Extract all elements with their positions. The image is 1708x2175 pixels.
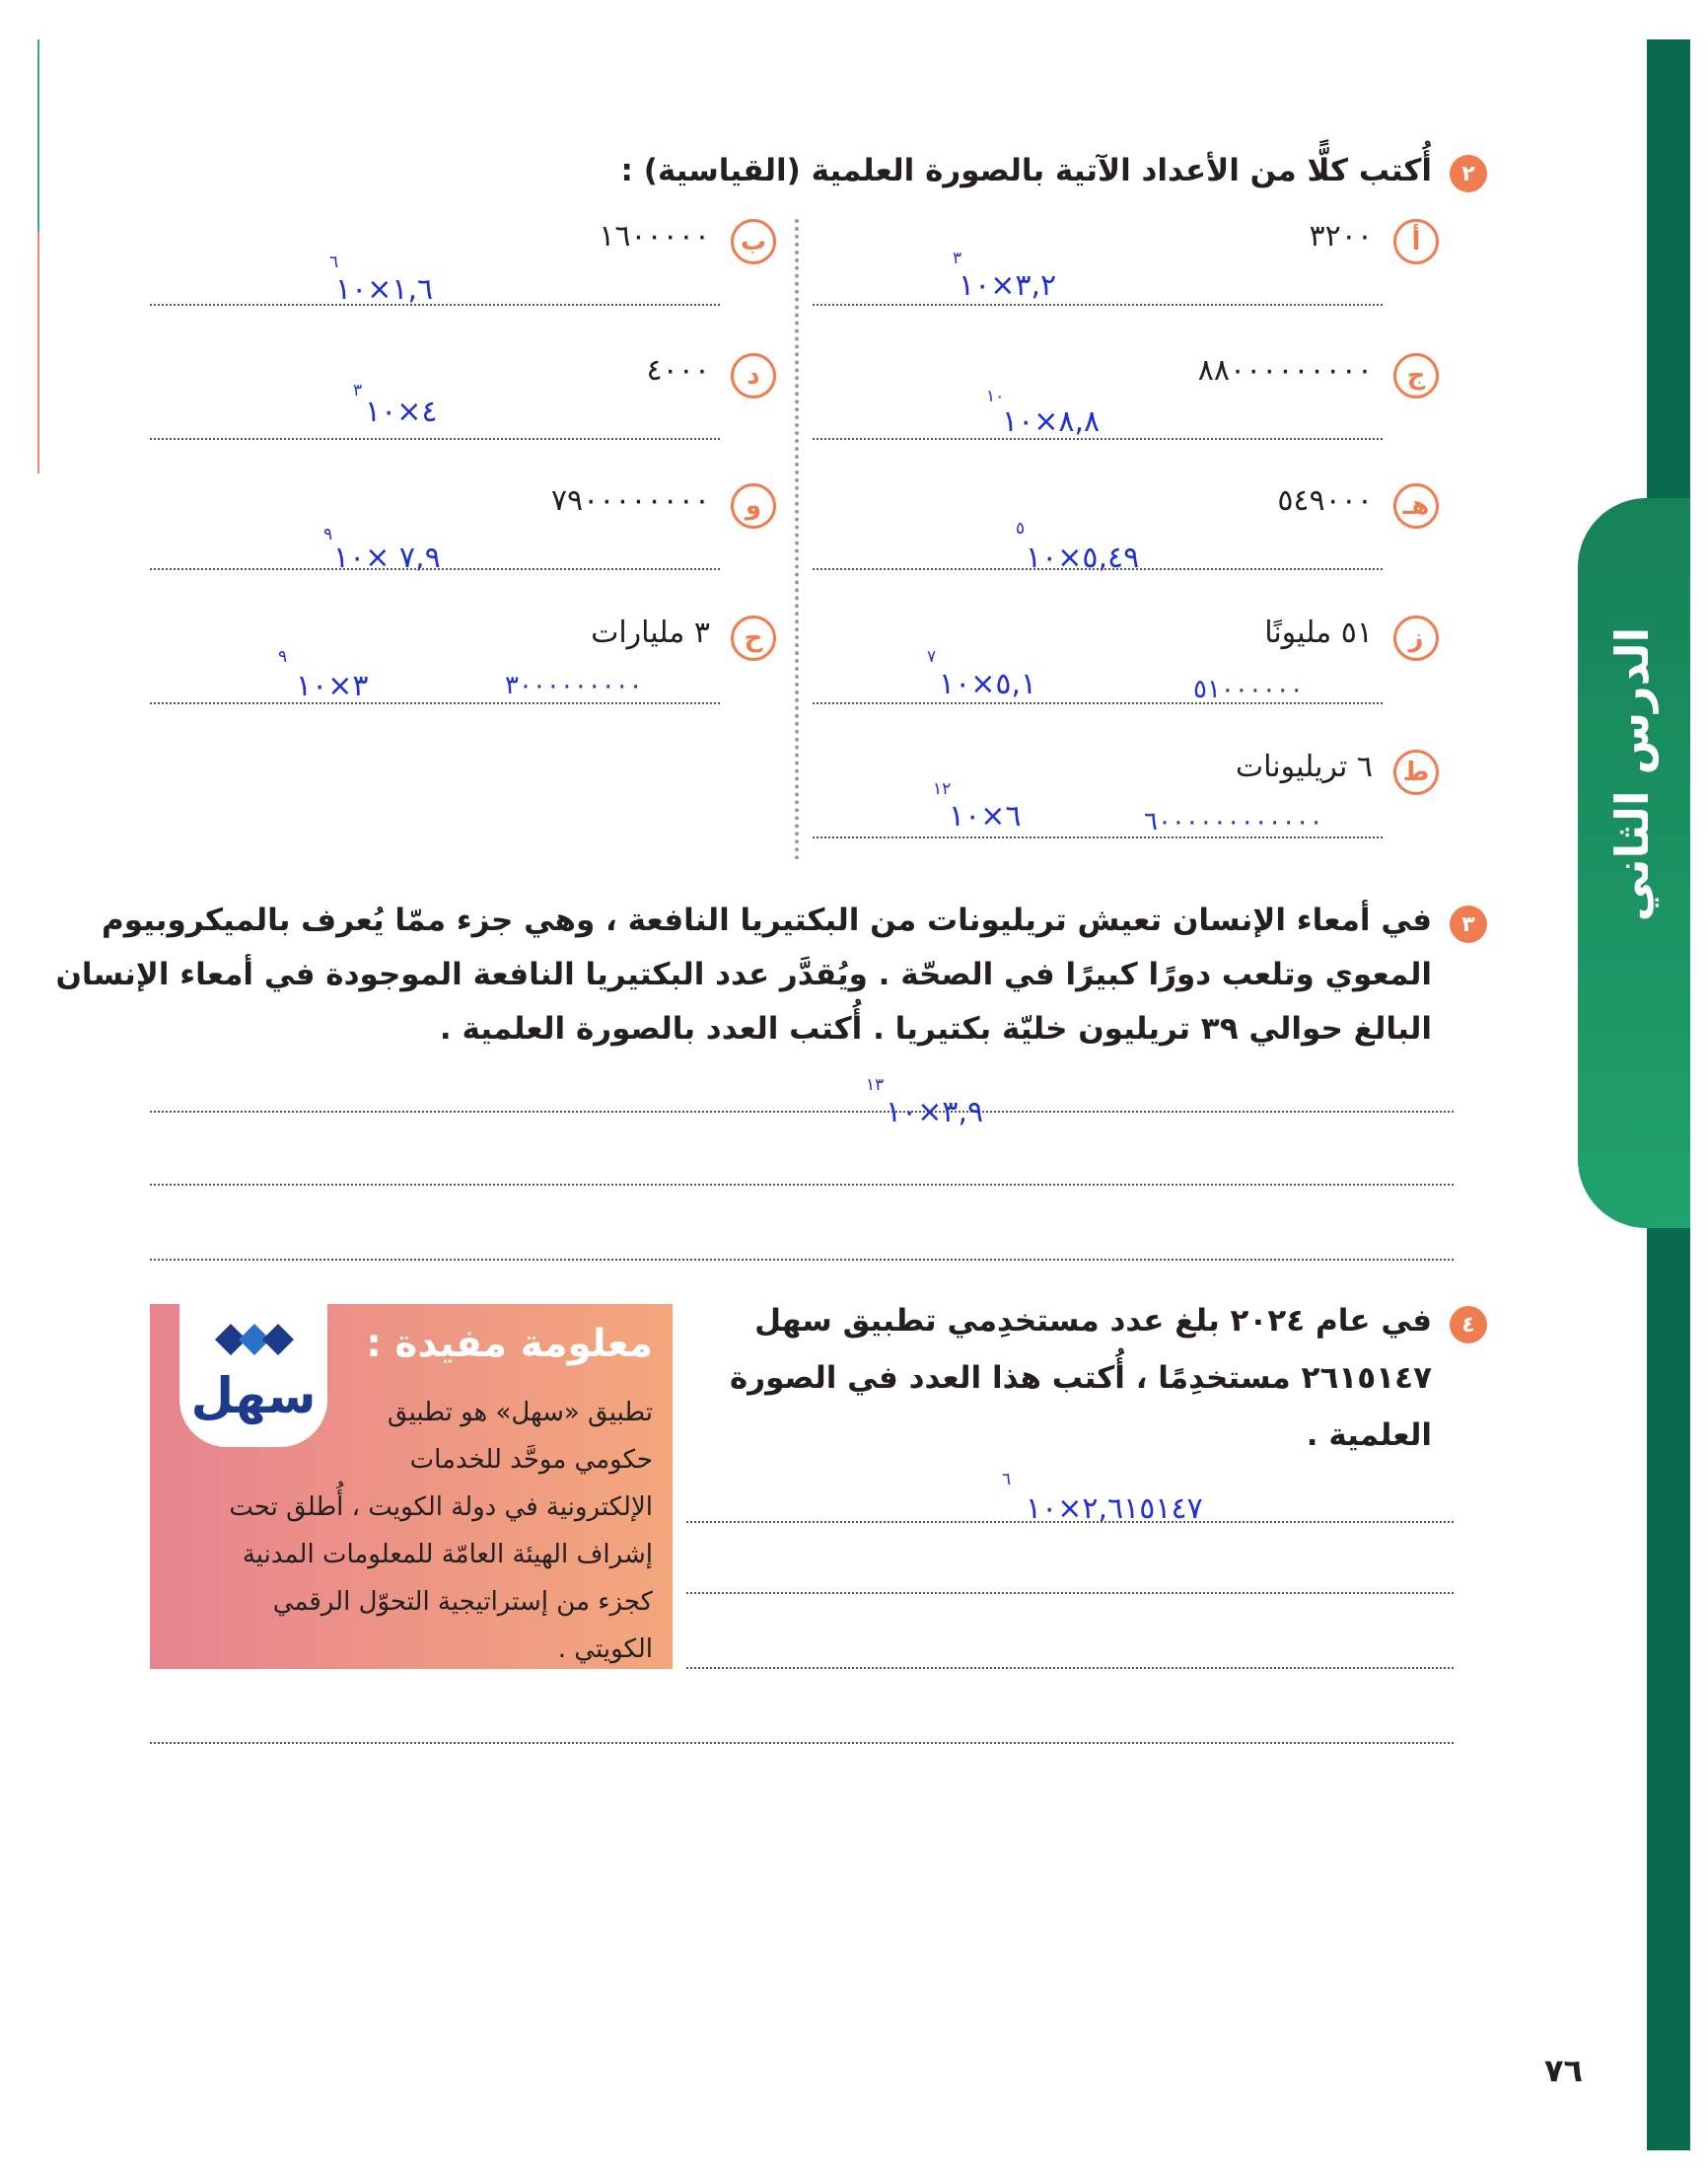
info-title: معلومة مفيدة : xyxy=(366,1322,653,1366)
item-value-alef: ٣٢٠٠ xyxy=(1309,219,1373,254)
sahel-logo-word: سهل xyxy=(190,1367,317,1424)
answer-line-ta[interactable] xyxy=(813,836,1383,838)
q3-answer: ٣,٩×١٠ xyxy=(886,1095,984,1129)
item-value-ba: ١٦٠٠٠٠٠ xyxy=(599,219,710,254)
helper-ha2: ٣٠٠٠٠٠٠٠٠٠ xyxy=(505,671,643,700)
sahel-logo xyxy=(179,1304,327,1447)
answer-exp-zay: ٧ xyxy=(927,647,937,667)
answer-exp-jim: ١٠ xyxy=(986,387,1005,406)
item-letter-waw: و xyxy=(731,483,776,529)
question-3-line-1: في أمعاء الإنسان تعيش تريليونات من البكتيريا النافعة ، وهي جزء ممّا يُعرف بالميكروبيوم xyxy=(102,903,1432,938)
sahel-logo-arrows-icon xyxy=(205,1318,304,1361)
q4-answer-line-3[interactable] xyxy=(686,1667,1454,1669)
column-separator xyxy=(795,219,799,860)
item-value-ta: ٦ تريليونات xyxy=(1235,750,1373,784)
item-letter-ha: هـ xyxy=(1393,483,1439,529)
item-letter-dal: د xyxy=(731,353,776,399)
answer-waw: ٧,٩ ×١٠ xyxy=(333,541,441,575)
answer-line-ha2[interactable] xyxy=(150,702,720,704)
answer-exp-waw: ٩ xyxy=(323,525,333,544)
answer-ta: ٦×١٠ xyxy=(949,799,1022,834)
answer-dal: ٤×١٠ xyxy=(365,395,438,429)
answer-exp-ta: ١٢ xyxy=(933,779,952,799)
question-2-instruction: أُكتب كلًّا من الأعداد الآتية بالصورة العلمية (القياسية) : xyxy=(620,153,1432,188)
question-2-number: ٢ xyxy=(1450,155,1487,192)
helper-ta: ٦٠٠٠٠٠٠٠٠٠٠٠٠ xyxy=(1144,807,1323,836)
question-4-line-2: ٢٦١٥١٤٧ مستخدِمًا ، أُكتب هذا العدد في الصورة xyxy=(729,1360,1432,1396)
item-letter-ba: ب xyxy=(731,219,776,264)
info-line: حكومي موحَّد للخدمات xyxy=(409,1445,653,1475)
info-line: الإلكترونية في دولة الكويت ، أُطلق تحت xyxy=(229,1492,653,1522)
q3-answer-line-1[interactable] xyxy=(150,1111,1454,1113)
question-4-number: ٤ xyxy=(1450,1306,1487,1343)
answer-exp-ba: ٦ xyxy=(329,253,339,272)
answer-ha2: ٣×١٠ xyxy=(296,669,369,703)
q3-answer-exp: ١٣ xyxy=(866,1075,885,1095)
info-line: الكويتي . xyxy=(557,1634,653,1664)
item-letter-zay: ز xyxy=(1393,616,1439,661)
info-line: كجزء من إستراتيجية التحوّل الرقمي xyxy=(272,1587,653,1617)
page-number: ٧٦ xyxy=(1544,2052,1584,2089)
answer-exp-alef: ٣ xyxy=(953,249,962,268)
answer-zay: ٥,١×١٠ xyxy=(939,667,1037,701)
answer-line-alef[interactable] xyxy=(813,304,1383,306)
question-4-line-1: في عام ٢٠٢٤ بلغ عدد مستخدِمي تطبيق سهل xyxy=(754,1303,1432,1339)
item-value-jim: ٨٨٠٠٠٠٠٠٠٠٠ xyxy=(1197,353,1373,388)
q4-answer-line-4[interactable] xyxy=(150,1742,1454,1744)
item-value-ha2: ٣ مليارات xyxy=(591,616,710,650)
answer-exp-ha: ٥ xyxy=(1016,519,1026,539)
question-3-line-2: المعوي وتلعب دورًا كبيرًا في الصحّة . ويُقدَّر عدد البكتيريا النافعة الموجودة في أمعاء الإنسان xyxy=(55,957,1432,992)
item-letter-jim: ج xyxy=(1393,353,1439,399)
q3-answer-line-2[interactable] xyxy=(150,1184,1454,1186)
info-box xyxy=(150,1304,673,1669)
question-3-number: ٣ xyxy=(1450,906,1487,943)
answer-exp-ha2: ٩ xyxy=(278,647,288,667)
lesson-tab xyxy=(1578,498,1690,1228)
item-letter-ta: ط xyxy=(1393,750,1439,795)
item-letter-alef: أ xyxy=(1393,219,1439,264)
q3-answer-line-3[interactable] xyxy=(150,1259,1454,1261)
info-line: إشراف الهيئة العامّة للمعلومات المدنية xyxy=(242,1540,653,1569)
info-text xyxy=(229,1389,653,1673)
answer-jim: ٨,٨×١٠ xyxy=(1002,404,1101,439)
item-value-ha: ٥٤٩٠٠٠ xyxy=(1277,483,1373,518)
info-line: تطبيق «سهل» هو تطبيق xyxy=(387,1398,653,1427)
question-3-line-3: البالغ حوالي ٣٩ تريليون خليّة بكتيريا . أُكتب العدد بالصورة العلمية . xyxy=(439,1011,1432,1047)
item-value-waw: ٧٩٠٠٠٠٠٠٠٠ xyxy=(550,483,710,518)
item-value-dal: ٤٠٠٠ xyxy=(646,353,710,388)
item-value-zay: ٥١ مليونًا xyxy=(1264,616,1373,650)
item-letter-ha2: ح xyxy=(731,616,776,661)
margin-rule-red xyxy=(37,232,39,473)
answer-alef: ٣,٢×١٠ xyxy=(959,268,1057,303)
lesson-label: الدرس الثاني xyxy=(1605,626,1659,922)
question-4-line-3: العلمية . xyxy=(1306,1417,1432,1453)
q4-answer-line-2[interactable] xyxy=(686,1592,1454,1594)
helper-zay: ٥١٠٠٠٠٠٠ xyxy=(1193,675,1304,704)
answer-ba: ١,٦×١٠ xyxy=(335,272,434,307)
q4-answer-exp: ٦ xyxy=(1002,1470,1012,1489)
q4-answer: ٢,٦١٥١٤٧×١٠ xyxy=(1026,1491,1203,1526)
answer-line-ba[interactable] xyxy=(150,304,720,306)
answer-line-dal[interactable] xyxy=(150,438,720,440)
answer-exp-dal: ٣ xyxy=(353,381,363,400)
answer-ha: ٥,٤٩×١٠ xyxy=(1026,541,1140,575)
margin-rule-green xyxy=(37,39,39,232)
